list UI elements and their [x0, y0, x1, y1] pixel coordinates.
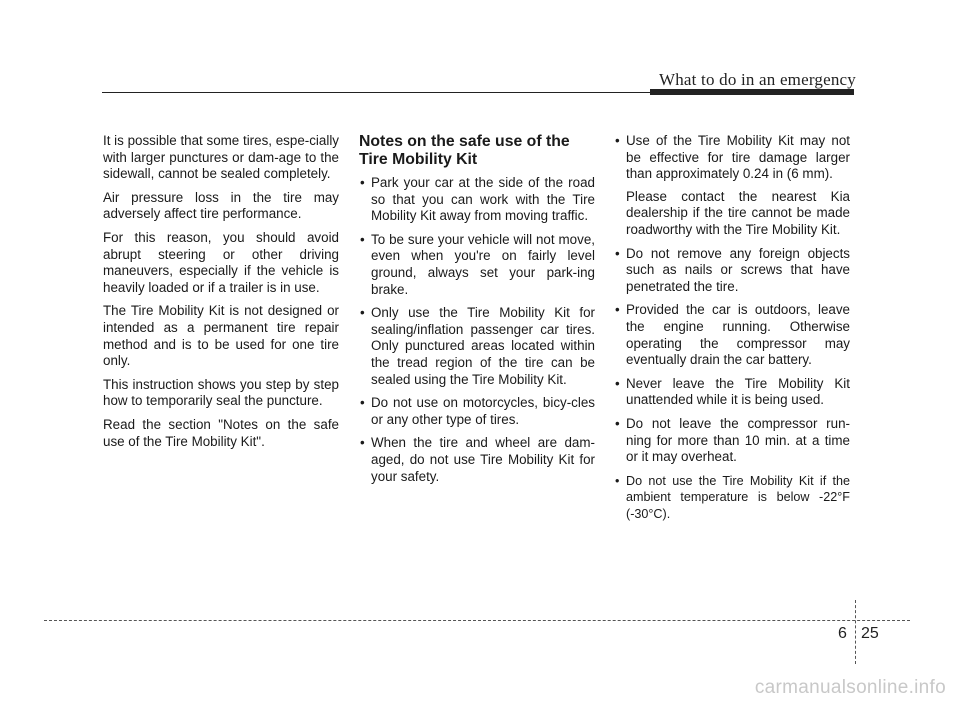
paragraph: It is possible that some tires, espe-cially with larger punctures or dam-age to the sidewall, cannot be sealed completely. — [103, 133, 339, 182]
list-item-text: Provided the car is outdoors, leave the engine running. Otherwise operating the compressor may eventually drain the car battery. — [626, 302, 850, 368]
list-item-text: Use of the Tire Mobility Kit may not be effective for tire damage larger than approximately 0.24 in (6 mm). — [626, 133, 850, 182]
header-accent-bar — [650, 89, 854, 95]
bullet-dot: • — [360, 175, 365, 190]
bullet-dot: • — [360, 231, 365, 247]
bullet-dot: • — [360, 395, 365, 411]
paragraph: The Tire Mobility Kit is not designed or intended as a permanent tire repair method and is to be used for one tire only. — [103, 303, 339, 369]
list-item-text: Do not remove any foreign objects such as nails or screws that have penetrated the tire. — [626, 245, 850, 294]
chapter-number: 6 — [838, 625, 847, 642]
list-item-text: Park your car at the side of the road so that you can work with the Tire Mobility Kit away from moving traffic. — [371, 175, 595, 224]
bullet-list — [614, 133, 850, 522]
list-item-subtext: Please contact the nearest Kia dealership if the tire cannot be made roadworthy with the Tire Mobility Kit. — [626, 188, 850, 237]
footer-divider — [855, 600, 856, 664]
bullet-dot: • — [615, 245, 620, 261]
bullet-dot: • — [615, 302, 620, 318]
bullet-dot: • — [615, 375, 620, 391]
list-item — [614, 133, 850, 239]
list-item — [359, 435, 595, 485]
list-item-text: To be sure your vehicle will not move, even when you're on fairly level ground, always set your park-ing brake. — [371, 231, 595, 297]
bullet-dot: • — [360, 435, 365, 451]
list-item — [359, 395, 595, 428]
bullet-list — [359, 175, 595, 485]
list-item — [614, 416, 850, 466]
bullet-dot: • — [360, 305, 365, 321]
bullet-dot: • — [615, 415, 620, 431]
paragraph: Air pressure loss in the tire may adversely affect tire performance. — [103, 189, 339, 222]
list-item — [614, 473, 850, 523]
paragraph: Read the section "Notes on the safe use of the Tire Mobility Kit". — [103, 416, 339, 449]
list-item-text: Do not use the Tire Mobility Kit if the ambient temperature is below -22°F (-30°C). — [626, 473, 850, 521]
paragraph: This instruction shows you step by step how to temporarily seal the puncture. — [103, 376, 339, 409]
column-2 — [359, 133, 595, 492]
column-3 — [614, 133, 850, 529]
watermark: carmanualsonline.info — [754, 677, 946, 698]
section-heading: Notes on the safe use of the Tire Mobility Kit — [359, 133, 570, 168]
list-item — [359, 175, 595, 225]
list-item — [614, 302, 850, 368]
list-item-text: Do not leave the compressor run-ning for more than 10 min. at a time or it may overheat. — [626, 415, 850, 465]
column-1 — [103, 133, 339, 457]
footer-rule — [44, 620, 910, 621]
list-item-text: Never leave the Tire Mobility Kit unattended while it is being used. — [626, 375, 850, 408]
bullet-dot: • — [615, 133, 620, 148]
section-header-title: What to do in an emergency — [658, 70, 856, 89]
list-item-text: When the tire and wheel are dam-aged, do not use Tire Mobility Kit for your safety. — [371, 435, 595, 484]
paragraph: For this reason, you should avoid abrupt steering or other driving maneuvers, especially if the vehicle is heavily loaded or if a trailer is in use. — [103, 229, 339, 295]
list-item — [614, 376, 850, 409]
list-item — [359, 305, 595, 388]
page-number: 25 — [861, 625, 879, 642]
list-item-text: Only use the Tire Mobility Kit for sealing/inflation passenger car tires. Only punctured areas located within the tread region of the tire can be sealed using the Tire Mobility Kit. — [371, 305, 595, 387]
list-item — [614, 246, 850, 296]
list-item-text: Do not use on motorcycles, bicy-cles or any other type of tires. — [371, 395, 595, 427]
list-item — [359, 232, 595, 298]
bullet-dot: • — [615, 473, 620, 488]
